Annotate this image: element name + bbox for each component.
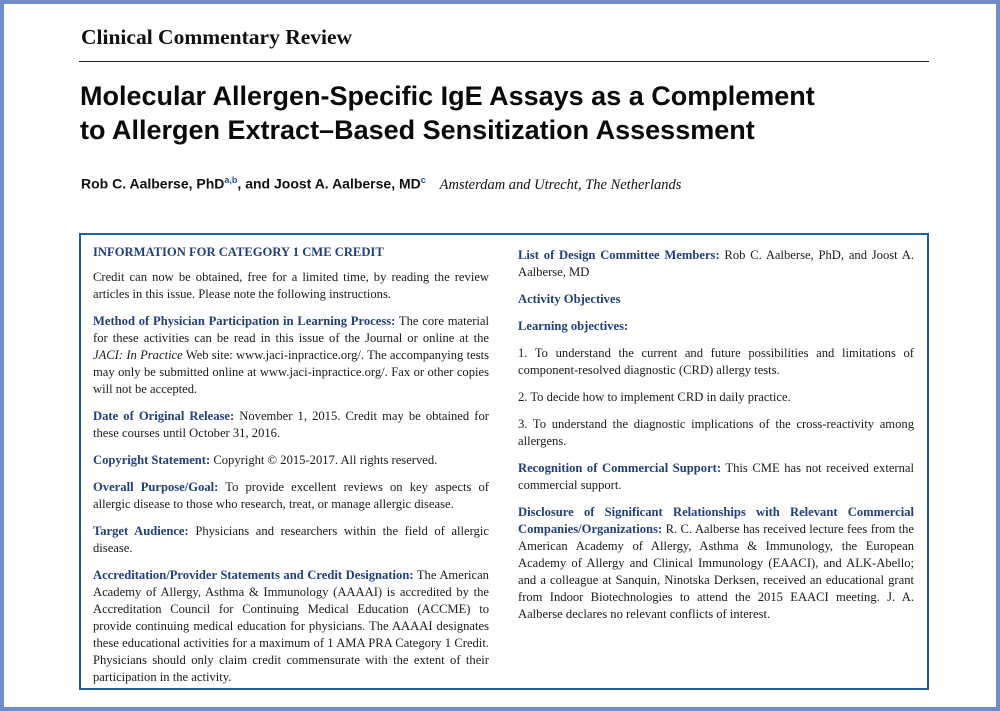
author-1: Rob C. Aalberse, PhD bbox=[81, 175, 225, 192]
cme-column-right bbox=[518, 247, 914, 633]
accreditation-label: Accreditation/Provider Statements and Credit Designation: bbox=[93, 568, 414, 582]
cme-release bbox=[93, 408, 489, 442]
cme-copyright bbox=[93, 452, 489, 469]
copyright-label: Copyright Statement: bbox=[93, 453, 211, 467]
cme-accreditation bbox=[93, 567, 489, 686]
author-1-affiliation-marks[interactable]: a,b bbox=[224, 175, 238, 185]
affiliation: Amsterdam and Utrecht, The Netherlands bbox=[439, 176, 682, 193]
release-text: November 1, 2015. Credit may be obtained for these courses until October 31, 2016. bbox=[93, 409, 489, 440]
title-line-1: Molecular Allergen-Specific IgE Assays as a Complement bbox=[80, 81, 815, 111]
purpose-text: To provide excellent reviews on key aspects of allergic disease to those who research, treat, or manage allergic disease. bbox=[93, 480, 489, 511]
cme-heading: INFORMATION FOR CATEGORY 1 CME CREDIT bbox=[93, 245, 384, 259]
journal-name: JACI: In Practice bbox=[93, 348, 183, 362]
cme-committee bbox=[518, 247, 914, 281]
committee-text: Rob C. Aalberse, PhD, and Joost A. Aalberse, MD bbox=[518, 248, 914, 279]
objectives-heading: Activity Objectives bbox=[518, 292, 621, 306]
author-joiner: , and bbox=[237, 175, 274, 192]
author-line bbox=[81, 175, 681, 194]
committee-label: List of Design Committee Members: bbox=[518, 248, 720, 262]
objective-1: 1. To understand the current and future possibilities and limitations of component-resolved diagnostic (CRD) allergy tests. bbox=[518, 346, 914, 377]
release-label: Date of Original Release: bbox=[93, 409, 235, 423]
cme-audience bbox=[93, 523, 489, 557]
cme-column-left bbox=[93, 244, 489, 696]
audience-text: Physicians and researchers within the field of allergic disease. bbox=[93, 524, 489, 555]
cme-intro: Credit can now be obtained, free for a limited time, by reading the review articles in this issue. Please note the following instructions. bbox=[93, 270, 489, 301]
objective-3: 3. To understand the diagnostic implications of the cross-reactivity among allergens. bbox=[518, 417, 914, 448]
cme-purpose bbox=[93, 479, 489, 513]
cme-support bbox=[518, 460, 914, 494]
audience-label: Target Audience: bbox=[93, 524, 189, 538]
title-line-2: to Allergen Extract–Based Sensitization Assessment bbox=[80, 115, 755, 145]
disclosure-text: R. C. Aalberse has received lecture fees from the American Academy of Allergy, Asthma & Immunology, the European Academy of Allergy and Clinical Immunology (EAACI), and ALK-Abello; and a colleague at Sanquin, Ninotska Derksen, received an educational grant from Indoor Biotechnologies to attend the 2015 EAACI meeting. J. A. Aalberse declares no relevant conflicts of interest. bbox=[518, 522, 914, 621]
author-2: Joost A. Aalberse, MD bbox=[273, 175, 421, 192]
disclosure-label: Disclosure of Significant Relationships with Relevant Commercial Companies/Organizations: bbox=[518, 505, 914, 536]
objective-2: 2. To decide how to implement CRD in daily practice. bbox=[518, 390, 791, 404]
header-rule bbox=[79, 61, 929, 62]
cme-info-box bbox=[79, 233, 929, 690]
article-title bbox=[80, 79, 940, 147]
learning-objectives-heading: Learning objectives: bbox=[518, 319, 629, 333]
method-text-post: Web site: www.jaci-inpractice.org/. The accompanying tests may only be submitted online at www.jaci-inpractice.org/. Fax or other copies will not be accepted. bbox=[93, 348, 490, 396]
purpose-label: Overall Purpose/Goal: bbox=[93, 480, 219, 494]
section-label: Clinical Commentary Review bbox=[81, 25, 353, 49]
cme-disclosure bbox=[518, 504, 914, 623]
copyright-text: Copyright © 2015-2017. All rights reserved. bbox=[210, 453, 438, 467]
support-label: Recognition of Commercial Support: bbox=[518, 461, 722, 475]
accreditation-text: The American Academy of Allergy, Asthma & Immunology (AAAAI) is accredited by the Accreditation Council for Continuing Medical Education (ACCME) to provide continuing medical education for physicians. The AAAAI designates these educational activities for a maximum of 1 AMA PRA Category 1 Credit. Physicians should only claim credit commensurate with the extent of their participation in the activity. bbox=[93, 568, 489, 684]
support-text: This CME has not received external commercial support. bbox=[518, 461, 914, 492]
cme-method bbox=[93, 313, 489, 398]
method-text-pre: The core material for these activities can be read in this issue of the Journal or online at the bbox=[93, 314, 489, 345]
author-2-affiliation-marks[interactable]: c bbox=[420, 175, 426, 185]
method-label: Method of Physician Participation in Learning Process: bbox=[93, 314, 396, 328]
